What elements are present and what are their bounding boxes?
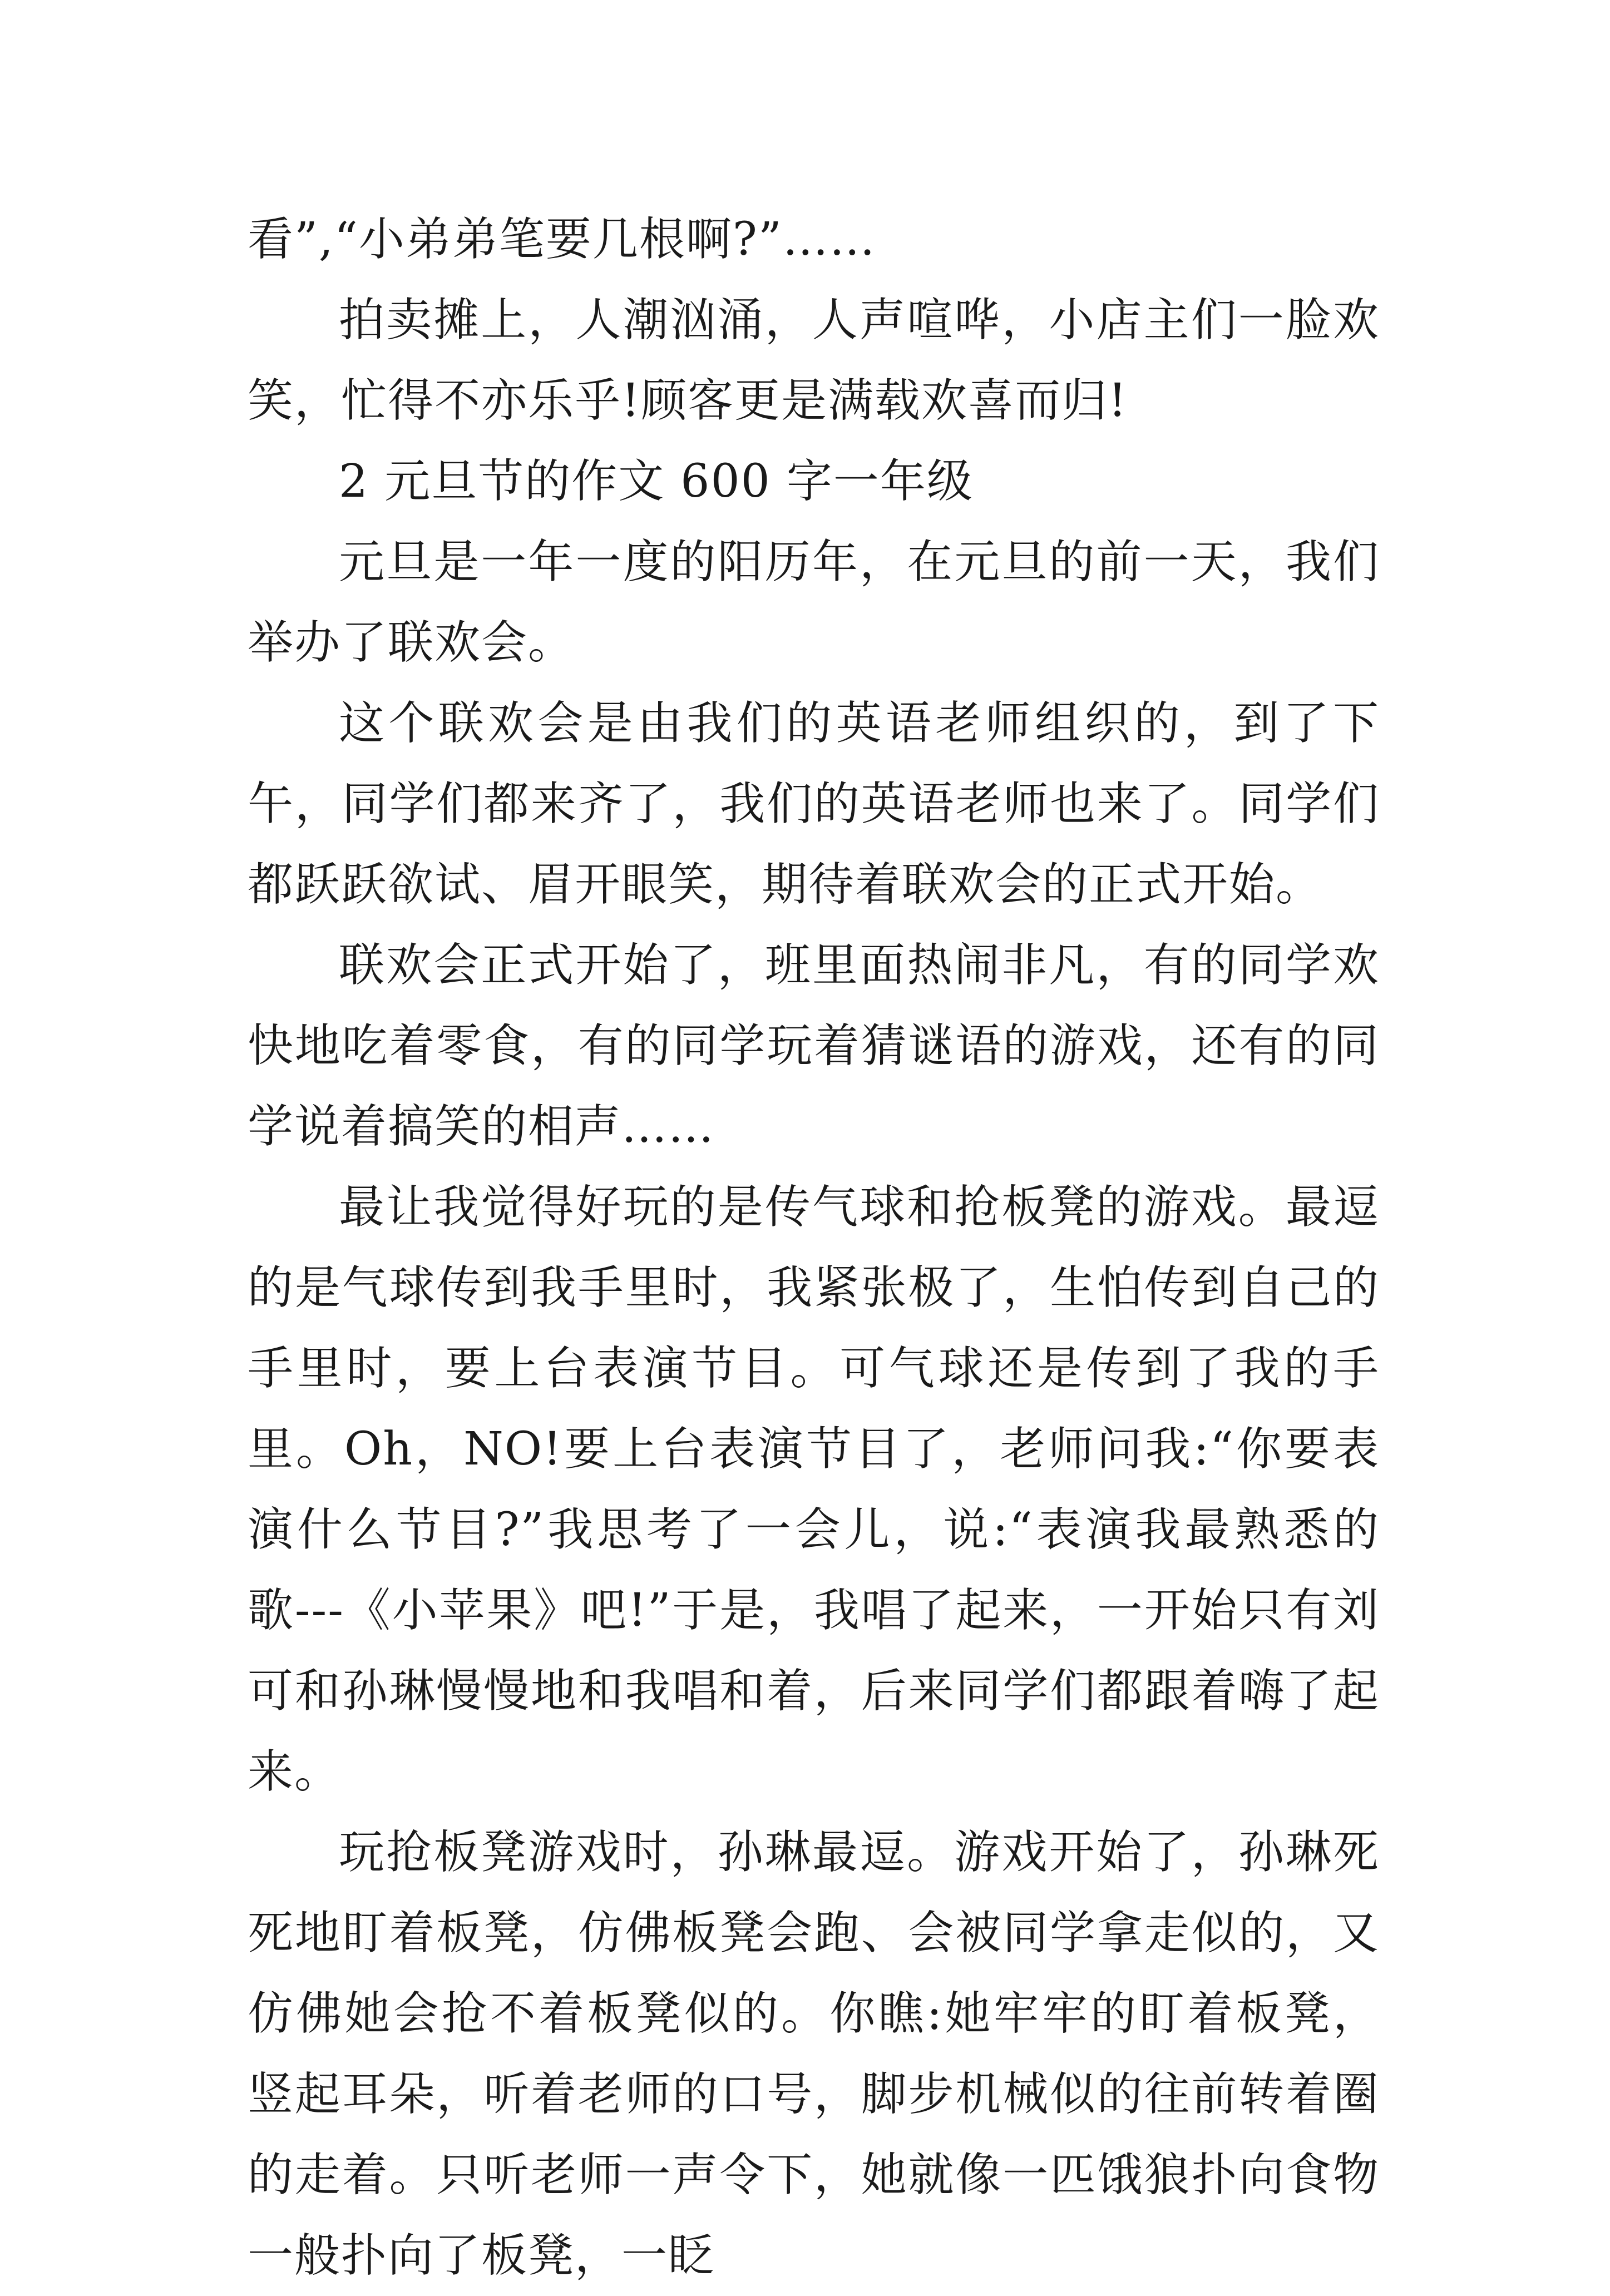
paragraph-1: 看”,“小弟弟笔要几根啊?”…… bbox=[248, 213, 876, 266]
paragraph-3: 元旦是一年一度的阳历年，在元旦的前一天，我们举办了联欢会。 bbox=[248, 536, 1380, 669]
paragraph-6: 最让我觉得好玩的是传气球和抢板凳的游戏。最逗的是气球传到我手里时，我紧张极了，生怕传到自己的手里时，要上台表演节目。可气球还是传到了我的手里。Oh，NO!要上台表演节目了，老师问我:“你要表演什么节目?”我思考了一会儿，说:“表演我最熟悉的歌---《小苹果》吧!”于是，我唱了起来，一开始只有刘可和孙琳慢慢地和我唱和着，后来同学们都跟着嗨了起来。 bbox=[248, 1181, 1380, 1798]
document-body bbox=[248, 199, 1380, 2296]
paragraph-4: 这个联欢会是由我们的英语老师组织的，到了下午，同学们都来齐了，我们的英语老师也来了。同学们都跃跃欲试、眉开眼笑，期待着联欢会的正式开始。 bbox=[248, 697, 1380, 911]
section-heading: 2 元旦节的作文 600 字一年级 bbox=[339, 455, 974, 508]
paragraph-5: 联欢会正式开始了，班里面热闹非凡，有的同学欢快地吃着零食，有的同学玩着猜谜语的游戏，还有的同学说着搞笑的相声…… bbox=[248, 939, 1380, 1153]
paragraph-2: 拍卖摊上，人潮汹涌，人声喧哗，小店主们一脸欢笑，忙得不亦乐乎!顾客更是满载欢喜而归! bbox=[248, 294, 1380, 427]
paragraph-7: 玩抢板凳游戏时，孙琳最逗。游戏开始了，孙琳死死地盯着板凳，仿佛板凳会跑、会被同学拿走似的，又仿佛她会抢不着板凳似的。你瞧:她牢牢的盯着板凳，竖起耳朵，听着老师的口号，脚步机械似的往前转着圈的走着。只听老师一声令下，她就像一匹饿狼扑向食物一般扑向了板凳，一眨 bbox=[248, 1826, 1380, 2282]
